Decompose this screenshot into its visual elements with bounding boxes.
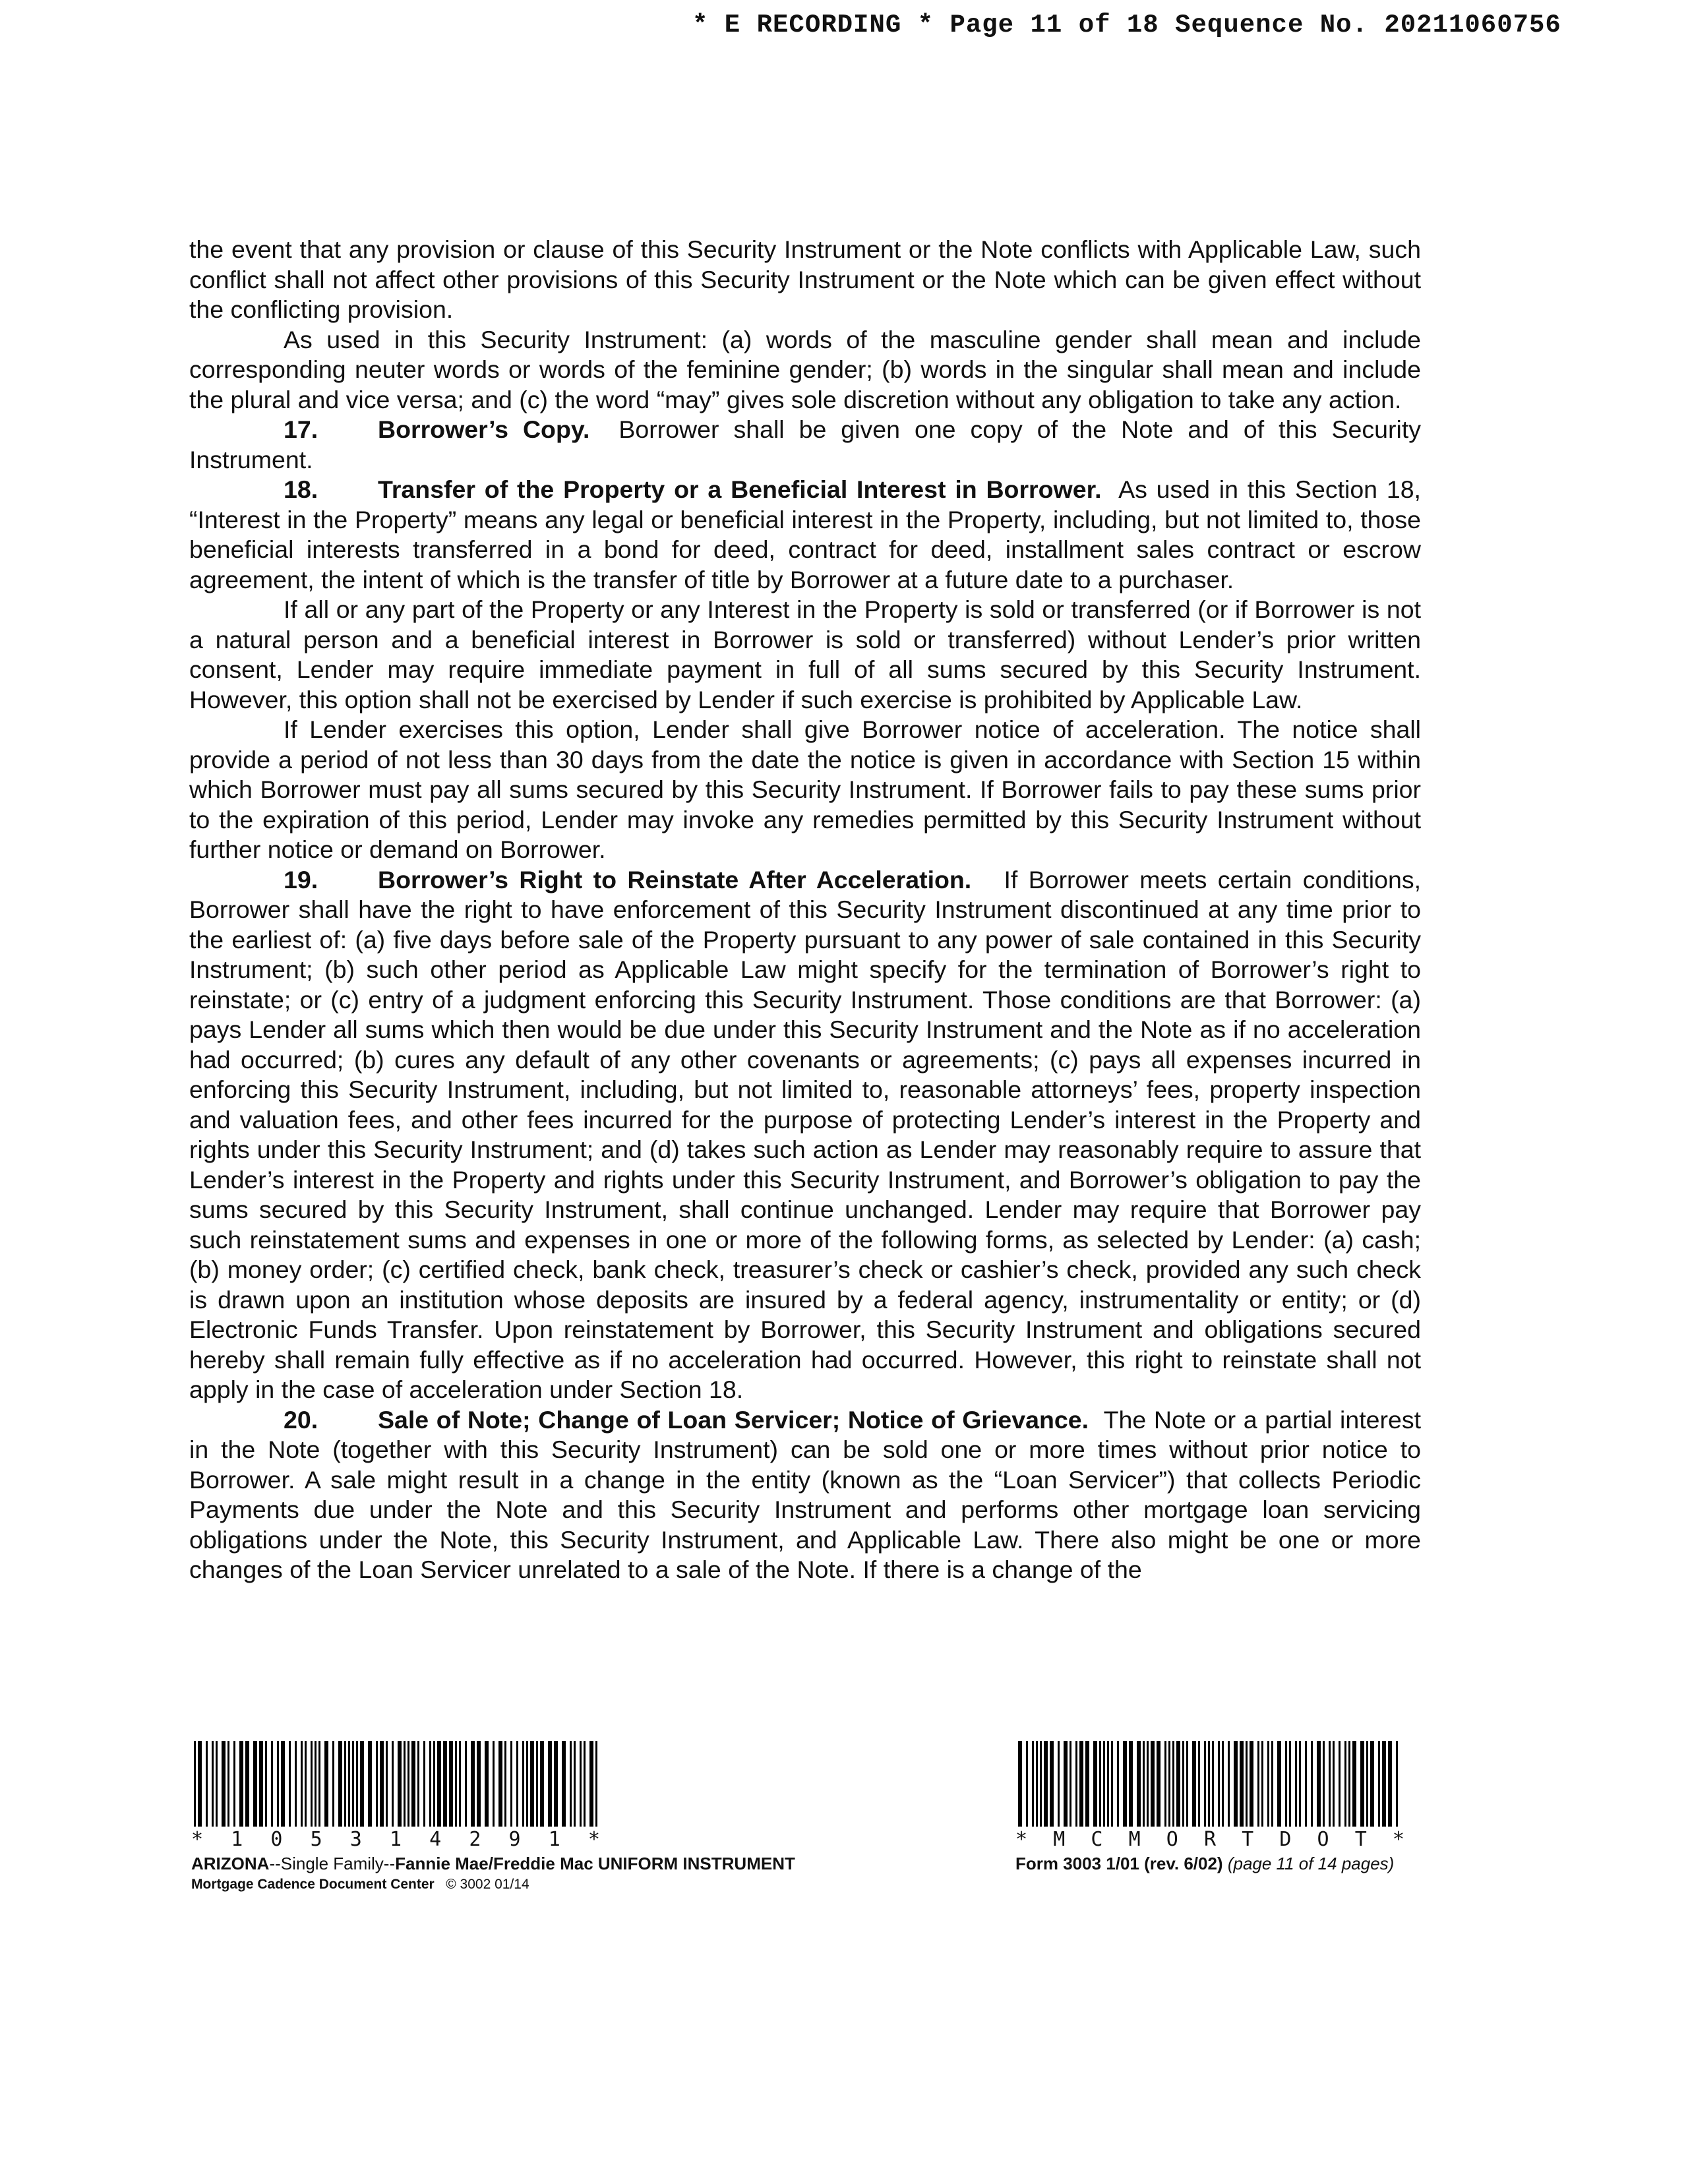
barcode-bar: [574, 1741, 576, 1827]
left_barcode-char: 0: [270, 1828, 283, 1851]
footer-left: [191, 1741, 917, 1893]
barcode-bar: [245, 1741, 249, 1827]
barcode-bar: [455, 1741, 457, 1827]
section-title: Transfer of the Property or a Beneficial Interest in Borrower.: [378, 475, 1102, 503]
barcode-bar: [1370, 1741, 1374, 1827]
form-number-line: [1015, 1854, 1424, 1874]
barcode-bar: [1299, 1741, 1301, 1827]
document-center: [191, 1877, 917, 1893]
barcode-bar: [1305, 1741, 1307, 1827]
right_barcode-char: O: [1166, 1828, 1178, 1851]
barcode-bar: [1257, 1741, 1259, 1827]
barcode-bar: [318, 1741, 320, 1827]
barcode-bar: [1147, 1741, 1149, 1827]
left_barcode-char: 2: [469, 1828, 481, 1851]
barcode-bar: [498, 1741, 502, 1827]
left_barcode-char: 4: [429, 1828, 442, 1851]
barcode-bar: [392, 1741, 394, 1827]
barcode-bar: [1323, 1741, 1325, 1827]
barcode-bar: [510, 1741, 512, 1827]
barcode-bar: [1143, 1741, 1145, 1827]
paragraph-acceleration-notice: If Lender exercises this option, Lender shall give Borrower notice of acceleration. The notice shall provide a period of not less than 30 days from the date the notice is given in accordance with Section 15 within which Borrower must pay all sums secured by this Security Instrument. If Borrower fails to pay these sums prior to the expiration of this period, Lender may invoke any remedies permitted by this Security Instrument without further notice or demand on Borrower.: [189, 715, 1421, 863]
barcode-bar: [584, 1741, 586, 1827]
barcode-bar: [1123, 1741, 1127, 1827]
barcode-bar: [407, 1741, 409, 1827]
right_barcode-char: T: [1242, 1828, 1254, 1851]
right_barcode-char: D: [1279, 1828, 1292, 1851]
left_barcode-char: 1: [548, 1828, 560, 1851]
barcode-bar: [1176, 1741, 1180, 1827]
left_barcode-char: *: [588, 1828, 600, 1851]
right_barcode-char: R: [1203, 1828, 1216, 1851]
barcode-bar: [1151, 1741, 1155, 1827]
right_barcode-char: C: [1091, 1828, 1103, 1851]
barcode-bar: [548, 1741, 552, 1827]
barcode-bar: [522, 1741, 524, 1827]
barcode-bar: [516, 1741, 518, 1827]
barcode-bar: [580, 1741, 582, 1827]
recording-stamp: * E RECORDING * Page 11 of 18 Sequence No. 20211060756: [692, 11, 1561, 40]
barcode-bar: [1093, 1741, 1097, 1827]
barcode-bar: [1388, 1741, 1392, 1827]
barcode-bar: [233, 1741, 235, 1827]
left_barcode-char: 1: [231, 1828, 243, 1851]
barcode-bar: [1285, 1741, 1287, 1827]
barcode-bar: [1079, 1741, 1083, 1827]
barcode-bar: [1018, 1741, 1022, 1827]
barcode-bar: [1271, 1741, 1273, 1827]
document-body: [189, 235, 1421, 1585]
barcode-bar: [540, 1741, 544, 1827]
form-number: Form 3003 1/01 (rev. 6/02): [1015, 1854, 1223, 1873]
left_barcode-char: 9: [508, 1828, 521, 1851]
barcode-bar: [1228, 1741, 1230, 1827]
barcode-bar: [1099, 1741, 1101, 1827]
barcode-bar: [1064, 1741, 1068, 1827]
barcode-bar: [417, 1741, 419, 1827]
barcode-bar: [1117, 1741, 1119, 1827]
barcode-bar: [194, 1741, 196, 1827]
barcode-bar: [477, 1741, 481, 1827]
barcode-bar: [289, 1741, 291, 1827]
barcode-bar: [305, 1741, 307, 1827]
barcode-bar: [216, 1741, 218, 1827]
barcode-left: [191, 1741, 600, 1827]
barcode-bar: [1137, 1741, 1141, 1827]
left_barcode-char: 1: [389, 1828, 402, 1851]
paragraph-continuation: the event that any provision or clause of this Security Instrument or the Note conflicts with Applicable Law, such conflict shall not affect other provisions of this Security Instrument or the Note which can be given effect without the conflicting provision.: [189, 235, 1421, 323]
barcode-bar: [1208, 1741, 1210, 1827]
barcode-bar: [222, 1741, 226, 1827]
section-number: 18.: [284, 475, 318, 503]
barcode-bar: [562, 1741, 566, 1827]
barcode-bar: [1348, 1741, 1350, 1827]
barcode-bar: [1103, 1741, 1105, 1827]
barcode-bar: [404, 1741, 406, 1827]
barcode-bar: [485, 1741, 489, 1827]
section-19: [189, 865, 1421, 1405]
form-state: ARIZONA: [191, 1854, 270, 1873]
barcode-bar: [301, 1741, 303, 1827]
barcode-bar: [504, 1741, 506, 1827]
barcode-left-digits: [191, 1828, 600, 1851]
barcode-bar: [356, 1741, 358, 1827]
barcode-bar: [338, 1741, 342, 1827]
section-text: The Note or a partial interest in the Note (together with this Security Instrument) can be sold one or more times without prior notice to Borrower. A sale might result in a change in the entity (known as the “Loan Servicer”) that collects Periodic Payments due under the Note and this Security Instrument and performs other mortgage loan servicing obligations under the Note, this Security Instrument, and Applicable Law. There also might be one or more changes of the Loan Servicer unrelated to a sale of the Note. If there is a change of the: [189, 1405, 1421, 1583]
right_barcode-char: M: [1128, 1828, 1141, 1851]
footer-right: [1015, 1741, 1424, 1874]
barcode-bar: [277, 1741, 279, 1827]
barcode-bar: [570, 1741, 572, 1827]
barcode-bar: [1295, 1741, 1297, 1827]
form-sep: --Single Family--: [269, 1854, 396, 1873]
barcode-bar: [376, 1741, 378, 1827]
barcode-bar: [1289, 1741, 1291, 1827]
barcode-bar: [1036, 1741, 1038, 1827]
left_barcode-char: 5: [310, 1828, 322, 1851]
paragraph-transfer-consent: If all or any part of the Property or any Interest in the Property is sold or transferred (or if Borrower is not a natural person and a beneficial interest in Borrower is sold or transferred) without Lender’s prior written consent, Lender may require immediate payment in full of all sums secured by this Security Instrument. However, this option shall not be exercised by Lender if such exercise is prohibited by Applicable Law.: [189, 595, 1421, 713]
barcode-bar: [1317, 1741, 1321, 1827]
barcode-bar: [1222, 1741, 1224, 1827]
page-info: (page 11 of 14 pages): [1227, 1854, 1395, 1873]
barcode-bar: [253, 1741, 257, 1827]
barcode-bar: [360, 1741, 364, 1827]
barcode-bar: [352, 1741, 354, 1827]
barcode-right: [1015, 1741, 1404, 1827]
barcode-bar: [526, 1741, 528, 1827]
barcode-bar: [259, 1741, 263, 1827]
barcode-bar: [530, 1741, 534, 1827]
barcode-bar: [1058, 1741, 1060, 1827]
barcode-bar: [344, 1741, 346, 1827]
barcode-bar: [429, 1741, 431, 1827]
barcode-bar: [471, 1741, 475, 1827]
barcode-bar: [1050, 1741, 1054, 1827]
barcode-bar: [1157, 1741, 1160, 1827]
barcode-bar: [1396, 1741, 1398, 1827]
paragraph-definitions: As used in this Security Instrument: (a) words of the masculine gender shall mean and include corresponding neuter words or words of the feminine gender; (b) words in the singular shall mean and include the plural and vice versa; and (c) the word “may” gives sole discretion without any obligation to take any action.: [189, 325, 1421, 413]
barcode-bar: [1026, 1741, 1028, 1827]
doc-center-label: Mortgage Cadence Document Center: [191, 1877, 435, 1892]
barcode-bar: [437, 1741, 441, 1827]
left_barcode-char: *: [191, 1828, 204, 1851]
barcode-bar: [1192, 1741, 1196, 1827]
barcode-bar: [198, 1741, 202, 1827]
barcode-bar: [411, 1741, 415, 1827]
barcode-bar: [271, 1741, 273, 1827]
barcode-bar: [589, 1741, 593, 1827]
barcode-bar: [1277, 1741, 1281, 1827]
barcode-bar: [459, 1741, 461, 1827]
copyright-code: © 3002 01/14: [446, 1877, 529, 1892]
barcode-bar: [239, 1741, 243, 1827]
section-number: 17.: [284, 415, 318, 443]
barcode-bar: [1172, 1741, 1174, 1827]
barcode-bar: [1234, 1741, 1238, 1827]
section-text: If Borrower meets certain conditions, Borrower shall have the right to have enforcement of this Security Instrument discontinued at any time prior to the earliest of: (a) five days before sale of the Property pursuant to any power of sale contained in this Security Instrument; (b) such other period as Applicable Law might specify for the termination of Borrower’s right to reinstate; or (c) entry of a judgment enforcing this Security Instrument. Those conditions are that Borrower: (a) pays Lender all sums which then would be due under this Security Instrument and the Note as if no acceleration had occurred; (b) cures any default of any other covenants or agreements; (c) pays all expenses incurred in enforcing this Security Instrument, including, but not limited to, reasonable attorneys’ fees, property inspection and valuation fees, and other fees incurred for the purpose of protecting Lender’s interest in the Property and rights under this Security Instrument; and (d) takes such action as Lender may reasonably require to assure that Lender’s interest in the Property and rights under this Security Instrument, and Borrower’s obligation to pay the sums secured by this Security Instrument, shall continue unchanged. Lender may require that Borrower pay such reinstatement sums and expenses in one or more of the following forms, as selected by Lender: (a) cash; (b) money order; (c) certified check, bank check, treasurer’s check or cashier’s check, provided any such check is drawn upon an institution whose deposits are insured by a federal agency, instrumentality or entity; or (d) Electronic Funds Transfer. Upon reinstatement by Borrower, this Security Instrument and obligations secured hereby shall remain fully effective as if no acceleration had occurred. However, this right to reinstate shall not apply in the case of acceleration under Section 18.: [189, 865, 1421, 1403]
right_barcode-char: O: [1317, 1828, 1329, 1851]
barcode-bar: [1204, 1741, 1206, 1827]
right_barcode-char: T: [1354, 1828, 1367, 1851]
barcode-bar: [1360, 1741, 1364, 1827]
barcode-bar: [443, 1741, 447, 1827]
barcode-bar: [348, 1741, 350, 1827]
barcode-bar: [1333, 1741, 1335, 1827]
right_barcode-char: *: [1015, 1828, 1028, 1851]
section-title: Borrower’s Copy.: [378, 415, 590, 443]
barcode-bar: [1129, 1741, 1133, 1827]
barcode-bar: [1339, 1741, 1341, 1827]
barcode-bar: [1261, 1741, 1263, 1827]
section-number: 19.: [284, 865, 318, 894]
form-name: Fannie Mae/Freddie Mac UNIFORM INSTRUMENT: [395, 1854, 795, 1873]
barcode-bar: [380, 1741, 384, 1827]
barcode-bar: [1164, 1741, 1166, 1827]
barcode-bar: [1329, 1741, 1331, 1827]
section-18: [189, 475, 1421, 595]
barcode-bar: [398, 1741, 402, 1827]
barcode-bar: [324, 1741, 328, 1827]
section-number: 20.: [284, 1405, 318, 1434]
barcode-bar: [1240, 1741, 1244, 1827]
barcode-bar: [465, 1741, 467, 1827]
barcode-bar: [212, 1741, 214, 1827]
right_barcode-char: *: [1392, 1828, 1404, 1851]
barcode-bar: [1111, 1741, 1113, 1827]
barcode-bar: [1366, 1741, 1368, 1827]
barcode-bar: [595, 1741, 597, 1827]
barcode-bar: [1040, 1741, 1042, 1827]
barcode-bar: [1186, 1741, 1188, 1827]
barcode-bar: [1032, 1741, 1034, 1827]
barcode-bar: [1212, 1741, 1214, 1827]
barcode-bar: [265, 1741, 267, 1827]
barcode-bar: [368, 1741, 372, 1827]
section-text: Borrower shall be given one copy of the Note and of this Security Instrument.: [189, 415, 1421, 473]
barcode-bar: [1075, 1741, 1077, 1827]
section-17: [189, 415, 1421, 475]
barcode-bar: [1044, 1741, 1048, 1827]
barcode-bar: [1198, 1741, 1200, 1827]
barcode-bar: [1218, 1741, 1220, 1827]
barcode-bar: [433, 1741, 435, 1827]
form-title: [191, 1854, 917, 1874]
barcode-bar: [1311, 1741, 1313, 1827]
barcode-bar: [554, 1741, 558, 1827]
barcode-bar: [1107, 1741, 1109, 1827]
barcode-bar: [1352, 1741, 1356, 1827]
barcode-bar: [1168, 1741, 1170, 1827]
barcode-bar: [493, 1741, 495, 1827]
barcode-bar: [281, 1741, 285, 1827]
right_barcode-char: M: [1053, 1828, 1066, 1851]
section-title: Borrower’s Right to Reinstate After Acceleration.: [378, 865, 972, 894]
barcode-bar: [1246, 1741, 1248, 1827]
section-text: As used in this Section 18, “Interest in the Property” means any legal or beneficial interest in the Property, including, but not limited to, those beneficial interests transferred in a bond for deed, contract for deed, installment sales contract or escrow agreement, the intent of which is the transfer of title by Borrower at a future date to a purchaser.: [189, 475, 1421, 593]
barcode-bar: [1344, 1741, 1346, 1827]
barcode-bar: [449, 1741, 453, 1827]
barcode-bar: [423, 1741, 425, 1827]
barcode-bar: [1382, 1741, 1386, 1827]
barcode-bar: [315, 1741, 316, 1827]
barcode-bar: [1250, 1741, 1253, 1827]
barcode-bar: [311, 1741, 313, 1827]
barcode-bar: [536, 1741, 538, 1827]
barcode-bar: [295, 1741, 297, 1827]
barcode-bar: [1378, 1741, 1380, 1827]
barcode-bar: [1182, 1741, 1184, 1827]
left_barcode-char: 3: [349, 1828, 362, 1851]
barcode-bar: [386, 1741, 388, 1827]
barcode-right-digits: [1015, 1828, 1404, 1851]
barcode-bar: [1070, 1741, 1071, 1827]
barcode-bar: [206, 1741, 208, 1827]
section-title: Sale of Note; Change of Loan Servicer; Notice of Grievance.: [378, 1405, 1089, 1434]
barcode-bar: [1085, 1741, 1089, 1827]
barcode-bar: [227, 1741, 229, 1827]
barcode-bar: [1267, 1741, 1269, 1827]
section-20: [189, 1405, 1421, 1585]
barcode-bar: [332, 1741, 334, 1827]
